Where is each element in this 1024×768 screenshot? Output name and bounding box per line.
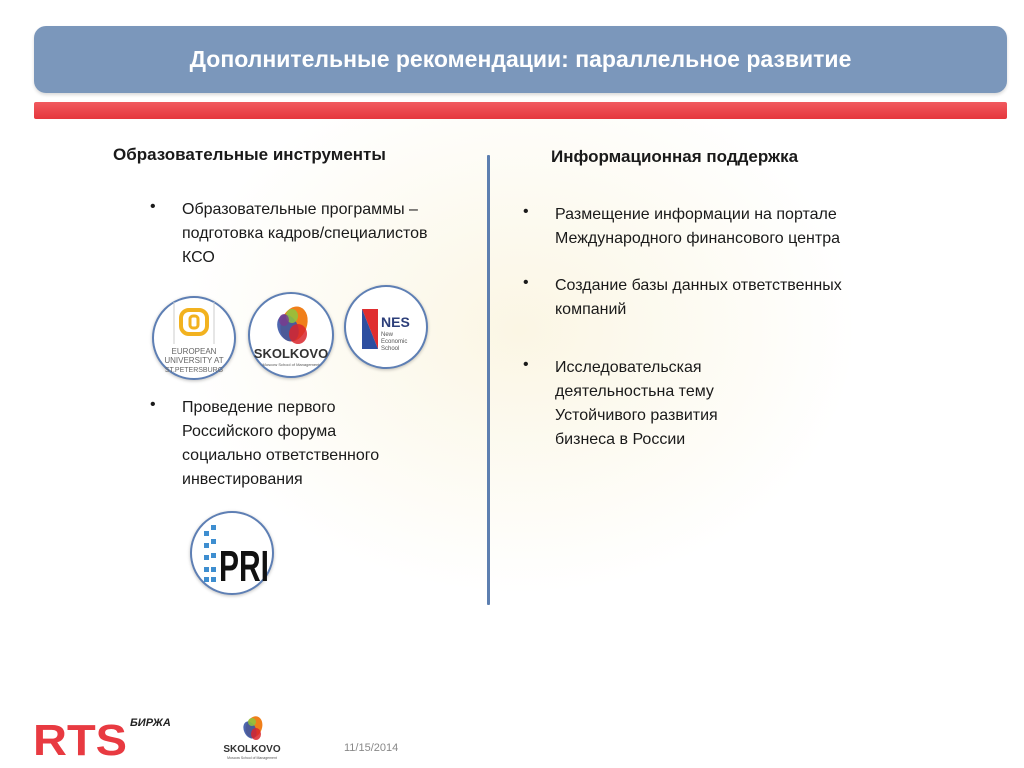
skolkovo-logo	[248, 292, 334, 378]
bullet-line: Образовательные программы –	[182, 201, 418, 218]
bullet-marker: •	[523, 274, 529, 291]
nes-logo	[344, 285, 428, 369]
nes-emblem-icon	[346, 287, 426, 367]
european-university-emblem-icon	[154, 298, 234, 378]
bullet-line: подготовка кадров/специалистов	[182, 225, 428, 242]
right-bullet-1	[523, 203, 840, 251]
bullet-line: Исследовательская	[555, 359, 702, 376]
skolkovo-emblem-icon	[250, 294, 332, 376]
right-heading: Информационная поддержка	[551, 147, 799, 166]
left-heading: Образовательные инструменты	[113, 145, 386, 164]
footer-skolkovo-name: SKOLKOVO	[223, 744, 281, 755]
bullet-line: деятельностьна тему	[555, 383, 714, 400]
right-bullet-3	[523, 356, 718, 452]
footer-skolkovo-logo	[221, 712, 283, 762]
european-university-logo	[152, 296, 236, 380]
nes-sub-2: Economic	[381, 339, 408, 345]
title-bar	[34, 26, 1007, 93]
eu-line-2: UNIVERSITY AT	[164, 356, 224, 365]
pri-emblem-icon	[192, 513, 272, 593]
bullet-line: Устойчивого развития	[555, 407, 718, 424]
eu-line-1: EUROPEAN	[171, 347, 217, 356]
right-bullet-2	[523, 274, 842, 322]
accent-bar	[34, 102, 1007, 119]
bullet-marker: •	[523, 356, 529, 373]
rts-subtitle: БИРЖА	[130, 717, 171, 729]
pri-logo	[190, 511, 274, 595]
left-bullet-1	[150, 198, 428, 270]
bullet-marker: •	[523, 203, 529, 220]
page-title: Дополнительные рекомендации: параллельное развитие	[189, 46, 852, 72]
rts-wordmark: RTS	[33, 716, 128, 765]
bullet-line: бизнеса в России	[555, 431, 686, 448]
bullet-line: КСО	[182, 249, 215, 266]
slide-date: 11/15/2014	[344, 742, 399, 754]
bullet-line: Проведение первого	[182, 399, 336, 416]
bullet-line: Создание базы данных ответственных	[555, 277, 842, 294]
bullet-marker: •	[150, 198, 156, 215]
bullet-line: Российского форума	[182, 423, 337, 440]
skolkovo-name: SKOLKOVO	[253, 346, 329, 361]
bullet-marker: •	[150, 396, 156, 413]
eu-line-3: ST.PETERSBURG	[164, 367, 224, 374]
bullet-line: инвестирования	[182, 471, 303, 488]
nes-name: NES	[381, 314, 410, 330]
bullet-line: компаний	[555, 301, 627, 318]
bullet-line: Размещение информации на портале	[555, 206, 837, 223]
pri-name: PRI	[219, 542, 269, 591]
rts-logo	[33, 712, 183, 765]
bullet-line: социально ответственного	[182, 447, 380, 464]
nes-sub-1: New	[381, 332, 394, 338]
rts-emblem-icon	[33, 712, 183, 765]
nes-sub-3: School	[381, 346, 400, 352]
footer-skolkovo-sub: Moscow School of Management	[227, 756, 277, 760]
column-divider	[487, 155, 490, 605]
bullet-line: Международного финансового центра	[555, 230, 840, 247]
footer-skolkovo-emblem-icon	[221, 712, 283, 762]
left-bullet-2	[150, 396, 380, 492]
skolkovo-sub: Moscow School of Management	[262, 362, 320, 367]
